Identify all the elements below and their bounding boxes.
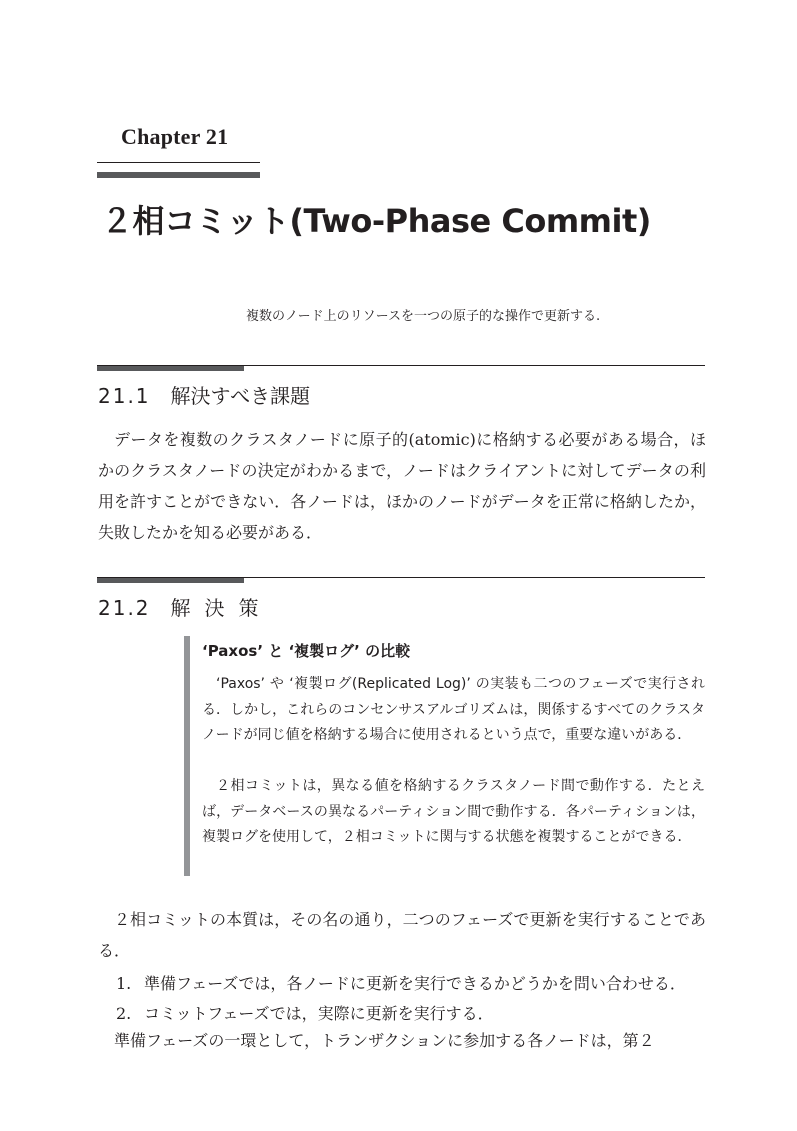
chapter-rule-thin	[97, 162, 260, 163]
list-item-number: 1.	[116, 974, 132, 993]
list-item-number: 2.	[116, 1004, 132, 1023]
note-title: ‘Paxos’ と ‘複製ログ’ の比較	[202, 642, 411, 660]
section-1-number: 21.1	[98, 384, 151, 408]
section-2-number: 21.2	[98, 596, 151, 620]
list-item-text: 準備フェーズでは，各ノードに更新を実行できるかどうかを問い合わせる．	[144, 974, 686, 993]
list-item	[116, 1001, 494, 1024]
note-side-bar	[184, 636, 190, 876]
section-1-paragraph: データを複数のクラスタノードに原子的(atomic)に格納する必要がある場合，ほかのクラスタノードの決定がわかるまで，ノードはクライアントに対してデータの利用を許すことができない．各ノードは，ほかのノードがデータを正常に格納したか，失敗したかを知る必要がある．	[98, 430, 706, 542]
section-2-heading	[98, 592, 273, 621]
section-2-intro: ２相コミットの本質は，その名の通り，二つのフェーズで更新を実行することである．	[98, 910, 706, 960]
section-1-title: 解決すべき課題	[170, 384, 311, 408]
list-item	[116, 971, 686, 994]
chapter-epigraph: 複数のノード上のリソースを一つの原子的な操作で更新する.	[246, 309, 601, 324]
section-2-rule	[97, 577, 705, 578]
section-1-rule	[97, 365, 705, 366]
section-2-continuation: 準備フェーズの一環として，トランザクションに参加する各ノードは，第２	[114, 1031, 655, 1050]
chapter-label: Chapter 21	[121, 124, 229, 149]
chapter-title: ２相コミット(Two-Phase Commit)	[101, 202, 651, 240]
list-item-text: コミットフェーズでは，実際に更新を実行する．	[144, 1004, 494, 1023]
comparison-note	[184, 636, 706, 876]
note-paragraph-1: ‘Paxos’ や ‘複製ログ(Replicated Log)’ の実装も二つのフェーズで実行される．しかし，これらのコンセンサスアルゴリズムは，関係するすべてのクラスタノードが同じ値を格納する場合に使用されるという点で，重要な違いがある．	[202, 676, 705, 743]
note-paragraph-2: ２相コミットは，異なる値を格納するクラスタノード間で動作する．たとえば，データベースの異なるパーティション間で動作する．各パーティションは，複製ログを使用して，２相コミットに関与する状態を複製することができる．	[202, 778, 705, 845]
section-2-title: 解決策	[170, 596, 273, 620]
section-1-heading	[98, 380, 310, 409]
chapter-rule-thick	[97, 172, 260, 178]
